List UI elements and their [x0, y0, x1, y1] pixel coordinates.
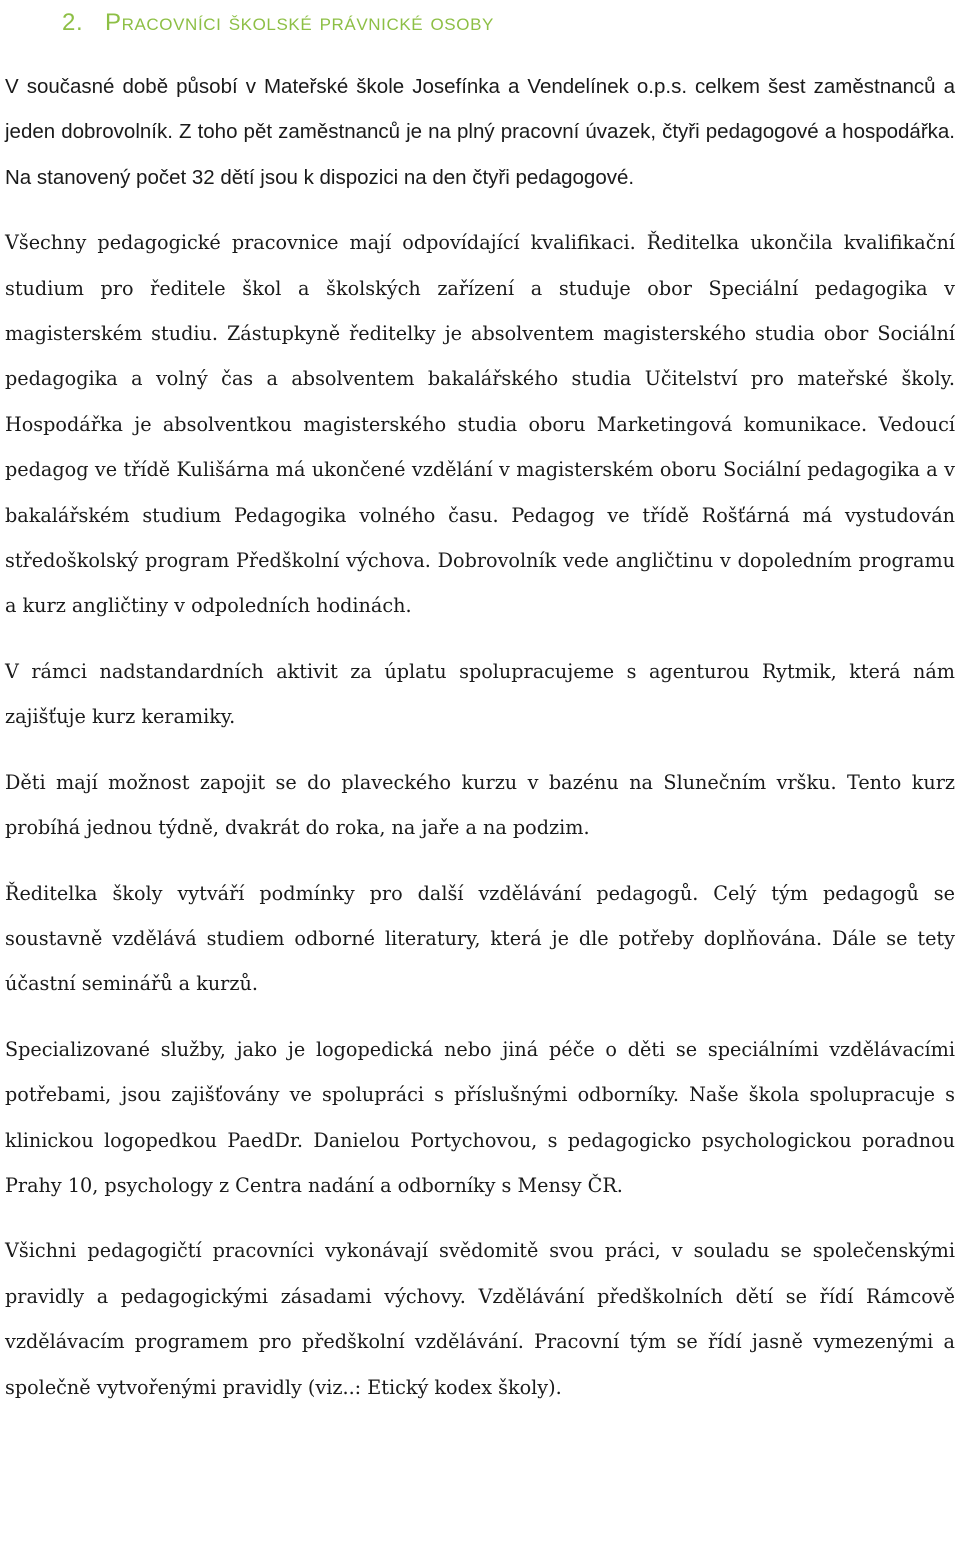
- section-number: 2.: [62, 9, 84, 36]
- paragraph-swimming-course: Děti mají možnost zapojit se do plaveckého kurzu v bazénu na Slunečním vršku. Tento kurz probíhá jednou týdně, dvakrát do roka, na jaře a na podzim.: [5, 770, 955, 840]
- paragraph-staff-overview: V současné době působí v Mateřské škole Josefínka a Vendelínek o.p.s. celkem šest zaměstnanců a jeden dobrovolník. Z toho pět zaměstnanců je na plný pracovní úvazek, čtyři pedagogové a hospodářka. Na stanovený počet 32 dětí jsou k dispozici na den čtyři pedagogové.: [5, 75, 955, 189]
- paragraph-ceramics-course: V rámci nadstandardních aktivit za úplatu spolupracujeme s agenturou Rytmik, která nám zajišťuje kurz keramiky.: [5, 659, 955, 729]
- paragraph-work-principles: Všichni pedagogičtí pracovníci vykonávají svědomitě svou práci, v souladu se společenskými pravidly a pedagogickými zásadami výchovy. Vzdělávání předškolních dětí se řídí Rámcově vzdělávacím programem pro předškolní vzdělávání. Pracovní tým se řídí jasně vymezenými a společně vytvořenými pravidly (viz..: Etický kodex školy).: [5, 1239, 955, 1399]
- section-heading: [62, 6, 955, 40]
- paragraph-further-education: Ředitelka školy vytváří podmínky pro další vzdělávání pedagogů. Celý tým pedagogů se soustavně vzdělává studiem odborné literatury, která je dle potřeby doplňována. Dále se tety účastní seminářů a kurzů.: [5, 881, 955, 996]
- document-page: [5, 0, 955, 1410]
- paragraph-specialized-services: Specializované služby, jako je logopedická nebo jiná péče o děti se speciálními vzdělávacími potřebami, jsou zajišťovány ve spolupráci s příslušnými odborníky. Naše škola spolupracuje s klinickou logopedkou PaedDr. Danielou Portychovou, s pedagogicko psychologickou poradnou Prahy 10, psychology z Centra nadání a odborníky s Mensy ČR.: [5, 1037, 955, 1197]
- section-title: Pracovníci školské právnické osoby: [105, 9, 494, 36]
- paragraph-qualifications: Všechny pedagogické pracovnice mají odpovídající kvalifikaci. Ředitelka ukončila kvalifikační studium pro ředitele škol a školských zařízení a studuje obor Speciální pedagogika v magisterském studiu. Zástupkyně ředitelky je absolventem magisterského studia obor Sociální pedagogika a volný čas a absolventem bakalářského studia Učitelství pro mateřské školy. Hospodářka je absolventkou magisterského studia oboru Marketingová komunikace. Vedoucí pedagog ve třídě Kulišárna má ukončené vzdělání v magisterském oboru Sociální pedagogika a v bakalářském studium Pedagogika volného času. Pedagog ve třídě Rošťárná má vystudován středoškolský program Předškolní výchova. Dobrovolník vede angličtinu v dopoledním programu a kurz angličtiny v odpoledních hodinách.: [5, 231, 955, 618]
